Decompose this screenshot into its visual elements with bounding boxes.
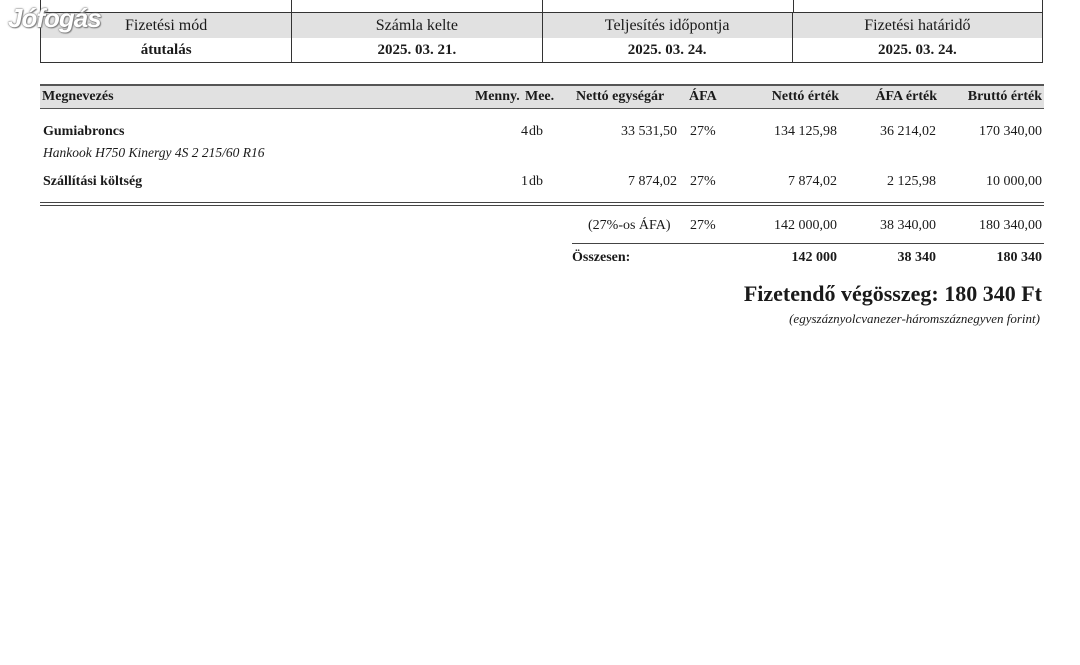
col-net-unit-price: Nettó egységár bbox=[576, 89, 665, 104]
header-invoice-date: Számla kelte bbox=[291, 13, 541, 38]
value-invoice-date: 2025. 03. 21. bbox=[291, 38, 541, 62]
col-unit: Mee. bbox=[525, 89, 555, 104]
vat-summary-net: 142 000,00 bbox=[774, 218, 837, 233]
item-net-unit-price: 7 874,02 bbox=[628, 174, 677, 189]
item-vat: 27% bbox=[690, 124, 716, 139]
payment-info-table bbox=[40, 0, 1043, 63]
grand-total: Fizetendő végösszeg: 180 340 Ft bbox=[743, 281, 1042, 306]
item-name: Szállítási költség bbox=[43, 174, 143, 189]
value-fulfillment-date: 2025. 03. 24. bbox=[542, 38, 792, 62]
header-payment-method: Fizetési mód bbox=[125, 17, 208, 34]
item-description: Hankook H750 Kinergy 4S 2 215/60 R16 bbox=[43, 145, 265, 160]
table-double-divider bbox=[40, 202, 1044, 206]
item-qty: 1 bbox=[521, 174, 528, 189]
col-net-value: Nettó érték bbox=[771, 89, 839, 104]
item-net-unit-price: 33 531,50 bbox=[621, 124, 677, 139]
column-divider bbox=[542, 0, 543, 12]
previous-section-strip bbox=[41, 0, 1042, 12]
item-unit: db bbox=[529, 174, 543, 189]
totals-net: 142 000 bbox=[791, 250, 837, 265]
totals-vat: 38 340 bbox=[897, 250, 936, 265]
item-qty: 4 bbox=[521, 124, 528, 139]
payment-info-value-row bbox=[41, 38, 1042, 62]
item-vat-value: 36 214,02 bbox=[880, 124, 936, 139]
item-gross-value: 10 000,00 bbox=[986, 174, 1042, 189]
item-vat: 27% bbox=[690, 174, 716, 189]
totals-gross: 180 340 bbox=[996, 250, 1042, 265]
item-vat-value: 2 125,98 bbox=[887, 174, 936, 189]
item-net-value: 134 125,98 bbox=[774, 124, 837, 139]
item-net-value: 7 874,02 bbox=[788, 174, 837, 189]
amount-in-words: (egyszáznyolcvanezer-háromszáznegyven forint) bbox=[789, 311, 1040, 326]
column-divider bbox=[291, 0, 292, 12]
payment-info-header-row bbox=[41, 12, 1042, 38]
value-due-date: 2025. 03. 24. bbox=[792, 38, 1042, 62]
items-table-header bbox=[40, 84, 1044, 109]
col-gross-value: Bruttó érték bbox=[967, 89, 1042, 104]
vat-summary-rate: 27% bbox=[690, 218, 716, 233]
vat-summary-vat: 38 340,00 bbox=[880, 218, 936, 233]
col-vat: ÁFA bbox=[689, 89, 717, 104]
vat-summary-gross: 180 340,00 bbox=[979, 218, 1042, 233]
totals-divider bbox=[572, 243, 1044, 244]
item-name: Gumiabroncs bbox=[43, 124, 125, 139]
totals-label: Összesen: bbox=[572, 250, 631, 265]
col-name: Megnevezés bbox=[42, 89, 114, 104]
item-unit: db bbox=[529, 124, 543, 139]
header-due-date: Fizetési határidő bbox=[792, 13, 1042, 38]
item-gross-value: 170 340,00 bbox=[979, 124, 1042, 139]
value-payment-method: átutalás bbox=[140, 42, 192, 58]
col-vat-value: ÁFA érték bbox=[875, 89, 937, 104]
header-fulfillment-date: Teljesítés időpontja bbox=[542, 13, 792, 38]
column-divider bbox=[793, 0, 794, 12]
vat-summary-label: (27%-os ÁFA) bbox=[588, 218, 671, 233]
watermark-logo: Jófogás bbox=[8, 3, 101, 33]
col-qty: Menny. bbox=[475, 89, 520, 104]
